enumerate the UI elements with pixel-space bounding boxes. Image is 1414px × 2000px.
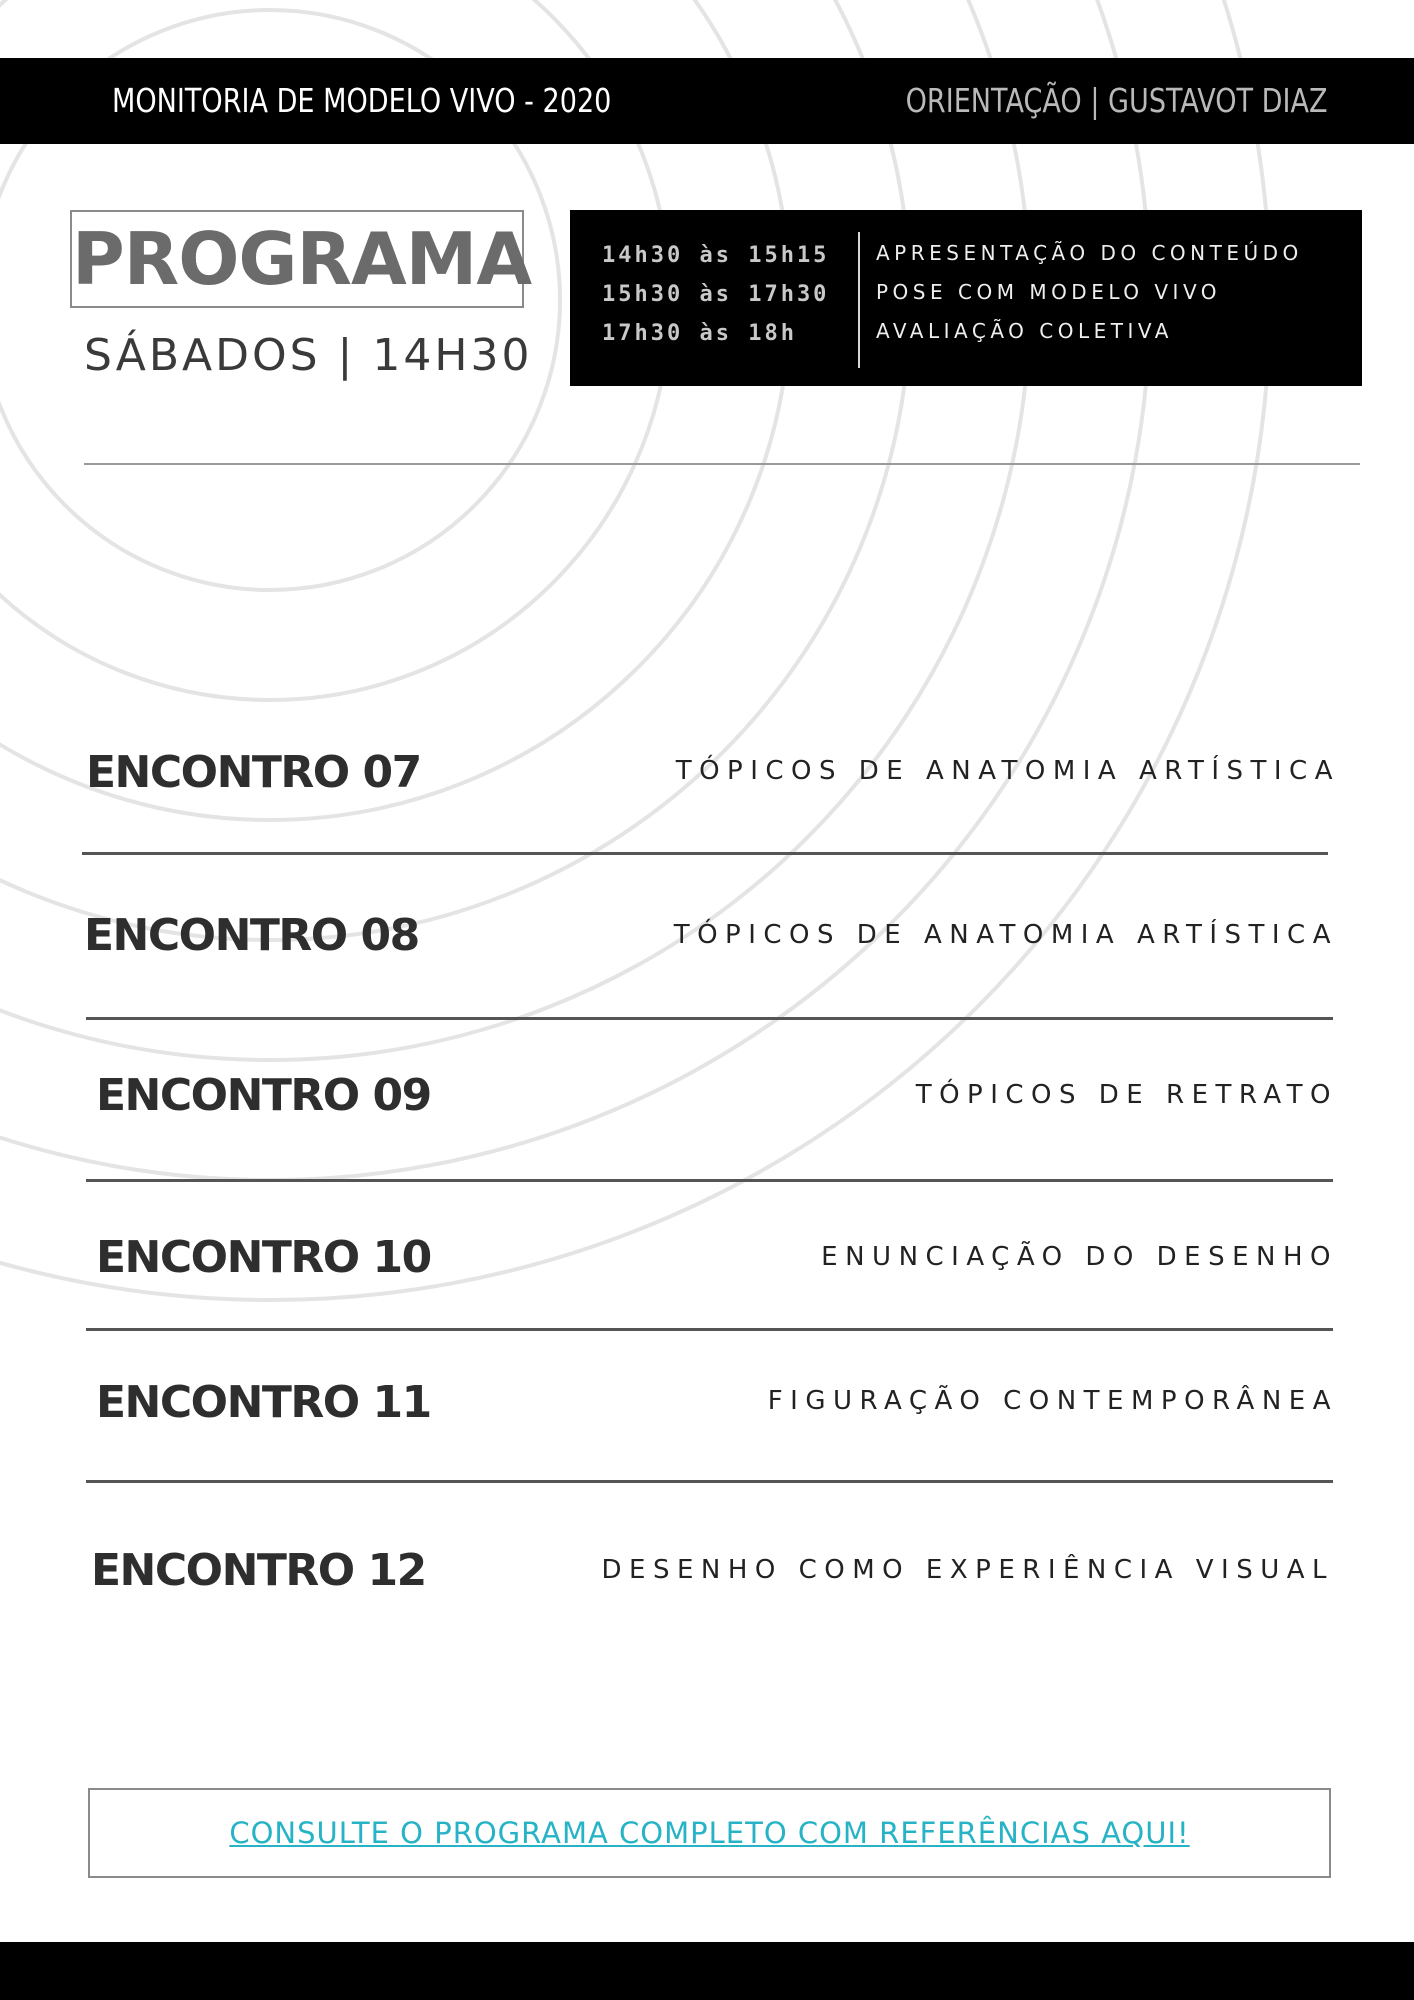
row-separator	[82, 852, 1328, 855]
encontro-title: ENCONTRO 11	[96, 1377, 431, 1428]
encontro-title: ENCONTRO 08	[84, 910, 419, 961]
row-separator	[86, 1328, 1333, 1331]
row-separator	[86, 1179, 1333, 1182]
divider	[84, 463, 1360, 465]
encontro-topic: TÓPICOS DE RETRATO	[915, 1080, 1338, 1110]
header-bar	[0, 58, 1414, 144]
schedule-activity: APRESENTAÇÃO DO CONTEÚDO	[876, 241, 1303, 265]
program-subtitle: SÁBADOS | 14H30	[84, 330, 533, 381]
schedule-times	[602, 236, 829, 353]
encontro-title: ENCONTRO 12	[91, 1545, 426, 1596]
encontro-title: ENCONTRO 10	[96, 1232, 431, 1283]
row-separator	[86, 1480, 1333, 1483]
encontro-title: ENCONTRO 09	[96, 1070, 431, 1121]
encontro-topic: DESENHO COMO EXPERIÊNCIA VISUAL	[601, 1555, 1334, 1585]
encontro-topic: FIGURAÇÃO CONTEMPORÂNEA	[767, 1386, 1338, 1416]
schedule-activity: AVALIAÇÃO COLETIVA	[876, 319, 1173, 343]
encontro-topic: ENUNCIAÇÃO DO DESENHO	[821, 1242, 1338, 1272]
schedule-divider	[858, 232, 860, 368]
schedule-box	[570, 210, 1362, 386]
cta-box	[88, 1788, 1331, 1878]
schedule-time: 15h30 às 17h30	[602, 282, 830, 307]
schedule-activities	[876, 234, 1303, 351]
schedule-time: 14h30 às 15h15	[602, 243, 830, 268]
schedule-activity: POSE COM MODELO VIVO	[876, 280, 1222, 304]
footer-bar	[0, 1942, 1414, 2000]
orientation-credit: ORIENTAÇÃO | GUSTAVOT DIAZ	[906, 81, 1328, 120]
encontro-topic: TÓPICOS DE ANATOMIA ARTÍSTICA	[675, 756, 1340, 786]
encontro-topic: TÓPICOS DE ANATOMIA ARTÍSTICA	[673, 920, 1338, 950]
schedule-time: 17h30 às 18h	[602, 321, 797, 346]
row-separator	[86, 1017, 1333, 1020]
program-title-box	[70, 210, 532, 308]
encontro-title: ENCONTRO 07	[86, 747, 421, 798]
course-title: MONITORIA DE MODELO VIVO - 2020	[112, 81, 612, 120]
full-program-link[interactable]: CONSULTE O PROGRAMA COMPLETO COM REFERÊNCIAS AQUI!	[229, 1816, 1190, 1850]
program-title: PROGRAMA	[72, 217, 532, 301]
